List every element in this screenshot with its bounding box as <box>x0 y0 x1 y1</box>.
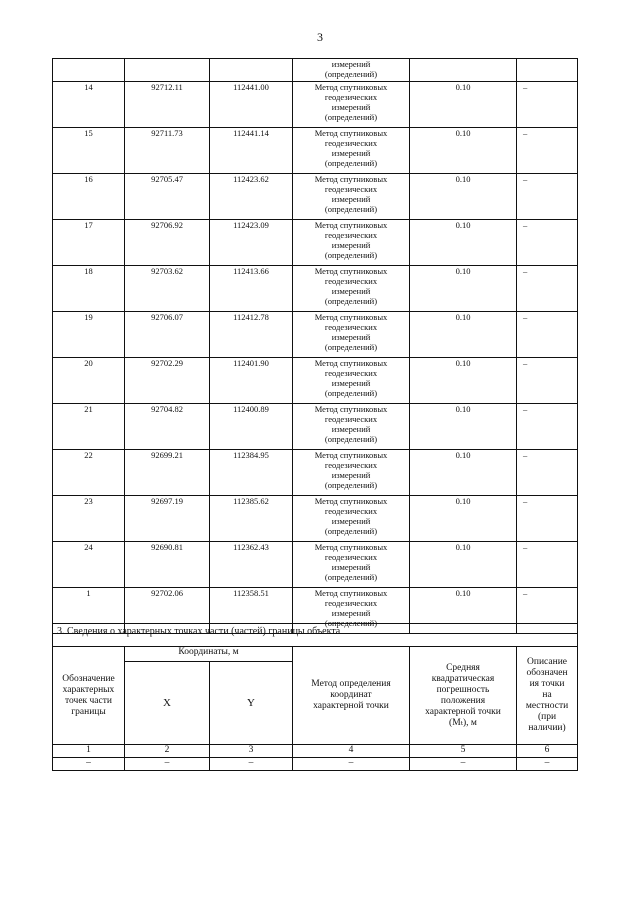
column-numbers-row <box>53 745 578 758</box>
method-line: (определений) <box>324 342 378 352</box>
header-line: Метод определения <box>311 679 391 689</box>
method-cell <box>293 174 410 220</box>
description-cell: – <box>517 358 578 404</box>
method-line: измерений <box>331 516 371 526</box>
header-line: на <box>542 690 552 700</box>
y-cell: 112423.09 <box>210 220 293 266</box>
x-cell: 92702.29 <box>125 358 210 404</box>
x-cell: 92705.47 <box>125 174 210 220</box>
header-row <box>53 647 578 662</box>
method-cell <box>293 358 410 404</box>
method-line: геодезических <box>324 138 378 148</box>
coordinates-header: Координаты, м <box>125 647 293 662</box>
x-cell: 92703.62 <box>125 266 210 312</box>
point-cell: 1 <box>53 588 125 634</box>
method-line: геодезических <box>324 598 378 608</box>
description-cell <box>517 59 578 82</box>
method-cell <box>293 312 410 358</box>
method-line: Метод спутниковых <box>314 588 388 598</box>
x-cell: 92704.82 <box>125 404 210 450</box>
accuracy-cell: 0.10 <box>410 128 517 174</box>
header-line: погрешность <box>436 684 490 695</box>
method-line: Метод спутниковых <box>314 496 388 506</box>
method-line: геодезических <box>324 92 378 102</box>
method-line: Метод спутниковых <box>314 542 388 552</box>
table-row <box>53 404 578 450</box>
y-cell: 112401.90 <box>210 358 293 404</box>
header-line: положения <box>440 695 486 706</box>
y-cell: 112400.89 <box>210 404 293 450</box>
x-cell: 92699.21 <box>125 450 210 496</box>
y-cell: 112358.51 <box>210 588 293 634</box>
method-line: Метод спутниковых <box>314 266 388 276</box>
method-line: (определений) <box>324 69 378 79</box>
point-cell: 23 <box>53 496 125 542</box>
x-cell: 92706.07 <box>125 312 210 358</box>
characteristic-points-table <box>52 58 578 634</box>
accuracy-cell: 0.10 <box>410 496 517 542</box>
method-cell <box>293 404 410 450</box>
header-line: характерной точки <box>425 706 501 717</box>
table-row <box>53 220 578 266</box>
description-cell: – <box>517 266 578 312</box>
header-line: (Mₜ), м <box>449 717 477 728</box>
y-cell: 112423.62 <box>210 174 293 220</box>
table-row <box>53 496 578 542</box>
header-line: наличии) <box>528 723 566 733</box>
method-cell <box>293 450 410 496</box>
empty-cell: – <box>125 758 210 771</box>
method-line: Метод спутниковых <box>314 220 388 230</box>
description-cell: – <box>517 174 578 220</box>
header-line: границы <box>71 706 106 717</box>
accuracy-cell: 0.10 <box>410 82 517 128</box>
y-cell: 112441.14 <box>210 128 293 174</box>
table-row <box>53 312 578 358</box>
method-cell <box>293 496 410 542</box>
method-line: Метод спутниковых <box>314 450 388 460</box>
column-number: 6 <box>517 745 578 758</box>
x-cell: 92697.19 <box>125 496 210 542</box>
method-line: геодезических <box>324 368 378 378</box>
method-header <box>293 647 410 745</box>
method-line: (определений) <box>324 434 378 444</box>
section-caption: 3. Сведения о характерных точках части (частей) границы объекта <box>53 624 578 647</box>
method-line: (определений) <box>324 526 378 536</box>
method-line: (определений) <box>324 112 378 122</box>
header-line: Описание <box>527 657 567 667</box>
section-caption-row <box>53 624 578 647</box>
method-line: геодезических <box>324 552 378 562</box>
method-cell <box>293 128 410 174</box>
method-line: Метод спутниковых <box>314 128 388 138</box>
column-number: 3 <box>210 745 293 758</box>
point-cell: 21 <box>53 404 125 450</box>
header-line: обозначен <box>526 668 568 678</box>
table-row <box>53 758 578 771</box>
header-line: характерных <box>62 684 115 695</box>
header-line: координат <box>330 690 372 700</box>
point-cell: 16 <box>53 174 125 220</box>
method-line: Метод спутниковых <box>314 82 388 92</box>
table-row <box>53 358 578 404</box>
table-row <box>53 266 578 312</box>
header-line: квадратическая <box>431 673 495 684</box>
column-number: 1 <box>53 745 125 758</box>
description-cell: – <box>517 220 578 266</box>
method-cell <box>293 59 410 82</box>
empty-cell: – <box>517 758 578 771</box>
description-cell: – <box>517 588 578 634</box>
page-number: 3 <box>317 30 323 44</box>
accuracy-cell: 0.10 <box>410 220 517 266</box>
x-cell: 92690.81 <box>125 542 210 588</box>
accuracy-cell: 0.10 <box>410 266 517 312</box>
method-cell <box>293 266 410 312</box>
point-designation-header <box>53 647 125 745</box>
method-line: измерений <box>331 378 371 388</box>
method-line: (определений) <box>324 388 378 398</box>
y-cell: 112441.00 <box>210 82 293 128</box>
header-line: (при <box>537 712 557 722</box>
table-row <box>53 450 578 496</box>
x-cell <box>125 59 210 82</box>
point-cell <box>53 59 125 82</box>
accuracy-cell: 0.10 <box>410 542 517 588</box>
method-line: (определений) <box>324 158 378 168</box>
empty-cell: – <box>293 758 410 771</box>
method-cell <box>293 542 410 588</box>
method-line: (определений) <box>324 572 378 582</box>
empty-cell: – <box>53 758 125 771</box>
empty-cell: – <box>210 758 293 771</box>
description-cell: – <box>517 404 578 450</box>
method-line: измерений <box>331 424 371 434</box>
accuracy-cell: 0.10 <box>410 312 517 358</box>
y-cell: 112384.95 <box>210 450 293 496</box>
method-line: измерений <box>331 194 371 204</box>
method-line: (определений) <box>324 480 378 490</box>
header-line: характерной точки <box>313 701 389 711</box>
method-line: геодезических <box>324 460 378 470</box>
point-cell: 18 <box>53 266 125 312</box>
accuracy-cell: 0.10 <box>410 174 517 220</box>
method-cell <box>293 82 410 128</box>
method-line: измерений <box>331 59 371 69</box>
boundary-part-points-table <box>52 623 578 771</box>
x-cell: 92712.11 <box>125 82 210 128</box>
method-line: измерений <box>331 470 371 480</box>
description-cell: – <box>517 542 578 588</box>
x-cell: 92702.06 <box>125 588 210 634</box>
table-row <box>53 174 578 220</box>
x-cell: 92706.92 <box>125 220 210 266</box>
header-line: Обозначение <box>62 673 115 684</box>
y-cell: 112413.66 <box>210 266 293 312</box>
table-row <box>53 82 578 128</box>
method-line: измерений <box>331 332 371 342</box>
x-header: X <box>125 662 210 745</box>
method-line: (определений) <box>324 204 378 214</box>
description-cell: – <box>517 128 578 174</box>
method-line: измерений <box>331 608 371 618</box>
method-line: геодезических <box>324 414 378 424</box>
y-cell <box>210 59 293 82</box>
method-line: геодезических <box>324 506 378 516</box>
method-line: Метод спутниковых <box>314 312 388 322</box>
method-line: измерений <box>331 240 371 250</box>
column-number: 2 <box>125 745 210 758</box>
header-line: точек части <box>65 695 112 706</box>
method-line: Метод спутниковых <box>314 174 388 184</box>
column-number: 5 <box>410 745 517 758</box>
empty-cell: – <box>410 758 517 771</box>
header-line: Средняя <box>446 662 480 673</box>
y-cell: 112362.43 <box>210 542 293 588</box>
method-line: геодезических <box>324 276 378 286</box>
point-cell: 22 <box>53 450 125 496</box>
point-cell: 15 <box>53 128 125 174</box>
method-line: геодезических <box>324 184 378 194</box>
method-line: (определений) <box>324 250 378 260</box>
accuracy-cell: 0.10 <box>410 404 517 450</box>
table-row <box>53 542 578 588</box>
header-line: ия точки <box>529 679 565 689</box>
method-cell <box>293 220 410 266</box>
point-cell: 20 <box>53 358 125 404</box>
method-line: Метод спутниковых <box>314 404 388 414</box>
table-row <box>53 128 578 174</box>
x-cell: 92711.73 <box>125 128 210 174</box>
method-line: измерений <box>331 102 371 112</box>
header-line: местности <box>525 701 569 711</box>
description-cell: – <box>517 82 578 128</box>
point-cell: 14 <box>53 82 125 128</box>
accuracy-header <box>410 647 517 745</box>
method-line: (определений) <box>324 296 378 306</box>
description-cell: – <box>517 450 578 496</box>
method-line: геодезических <box>324 322 378 332</box>
accuracy-cell: 0.10 <box>410 450 517 496</box>
method-line: (определений) <box>324 618 378 628</box>
accuracy-cell: 0.10 <box>410 358 517 404</box>
y-cell: 112385.62 <box>210 496 293 542</box>
description-cell: – <box>517 312 578 358</box>
point-cell: 24 <box>53 542 125 588</box>
method-line: геодезических <box>324 230 378 240</box>
y-cell: 112412.78 <box>210 312 293 358</box>
description-cell: – <box>517 496 578 542</box>
description-header <box>517 647 578 745</box>
table-row <box>53 59 578 82</box>
method-line: Метод спутниковых <box>314 358 388 368</box>
accuracy-cell <box>410 59 517 82</box>
point-cell: 17 <box>53 220 125 266</box>
accuracy-cell: 0.10 <box>410 588 517 634</box>
method-line: измерений <box>331 562 371 572</box>
method-line: измерений <box>331 286 371 296</box>
point-cell: 19 <box>53 312 125 358</box>
column-number: 4 <box>293 745 410 758</box>
method-line: измерений <box>331 148 371 158</box>
y-header: Y <box>210 662 293 745</box>
